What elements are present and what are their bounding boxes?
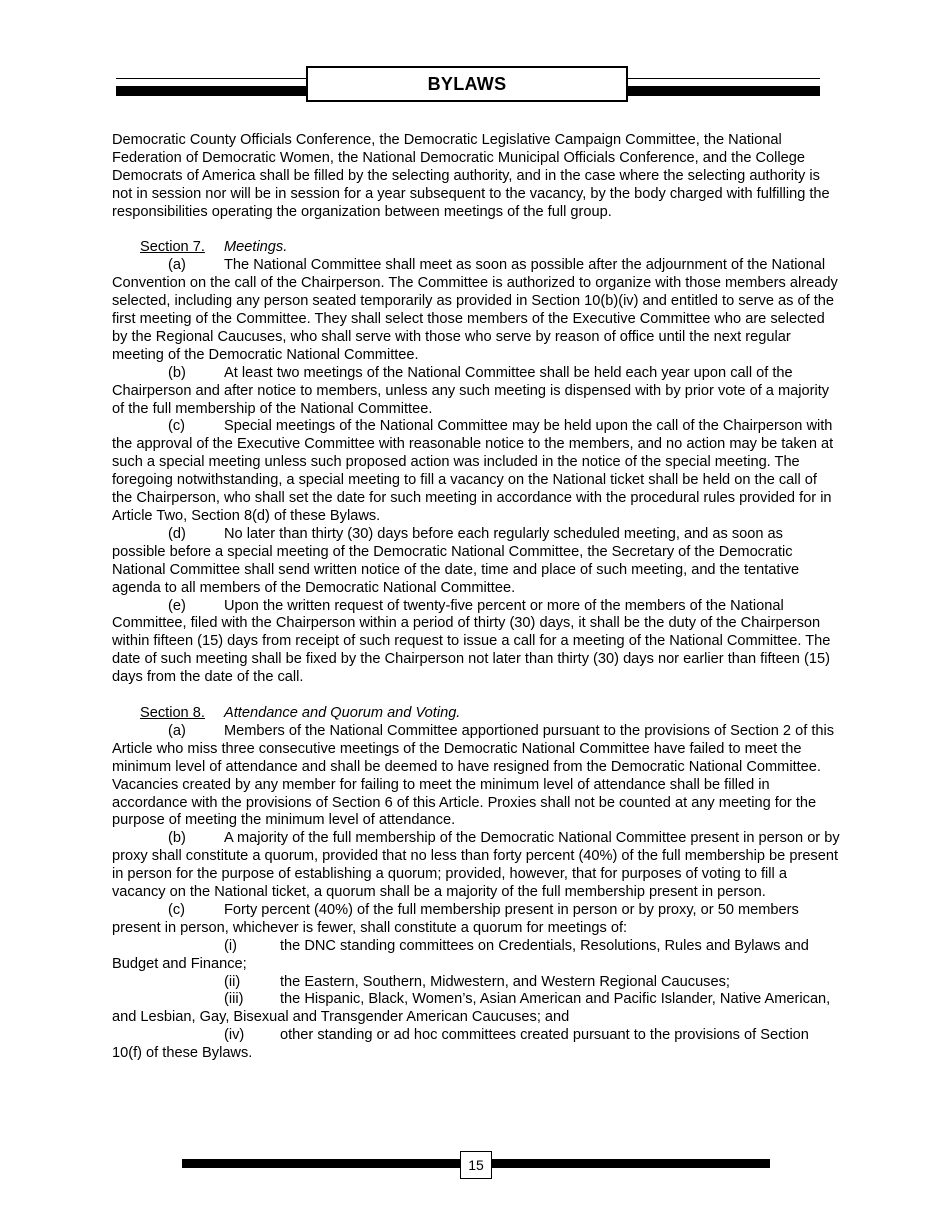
section-8-subitem-iv — [112, 1027, 840, 1063]
subitem-label: (iv) — [224, 1027, 245, 1044]
section-7-heading — [112, 239, 840, 257]
section-7-item-c — [112, 418, 840, 525]
item-label: (e) — [168, 597, 186, 614]
intro-paragraph: Democratic County Officials Conference, the Democratic Legislative Campaign Committee, the National Federation of Democratic Women, the National Democratic Municipal Officials Conference, and the College Democrats of America shall be filled by the selecting authority, and in the case where the selecting authority is not in session nor will be in session for a year subsequent to the vacancy, by the body charged with fulfilling the responsibilities operating the organization between meetings of the full group. — [112, 132, 830, 220]
header-rule-thin-right — [628, 78, 820, 79]
subitem-text: the Eastern, Southern, Midwestern, and Western Regional Caucuses; — [280, 973, 730, 990]
section-8-heading — [112, 705, 840, 723]
item-text: The National Committee shall meet as soon as possible after the adjournment of the National Convention on the call of the Chairperson. The Committee is authorized to organize with those members already selected, including any person seated temporarily as provided in Section 10(b)(iv) and entitled to serve as of the first meeting of the Committee. They shall select those members of the Executive Committee who are selected by the Regional Caucuses, who shall serve with those who serve by reason of office until the next regular meeting of the Democratic National Committee. — [112, 257, 838, 363]
section-8-item-b — [112, 830, 840, 902]
item-text: Members of the National Committee apportioned pursuant to the provisions of Section 2 of this Article who miss three consecutive meetings of the Democratic National Committee have failed to meet the minimum level of attendance and shall be deemed to have resigned from the Democratic National Committee. Vacancies created by any member for failing to meet the minimum level of attendance shall be filled in accordance with the provisions of Section 6 of this Article. Proxies shall not be counted at any meeting for the purpose of meeting the minimum level of attendance. — [112, 722, 835, 829]
subitem-text: the Hispanic, Black, Women’s, Asian American and Pacific Islander, Native American, and Lesbian, Gay, Bisexual and Transgender American Caucuses; and — [112, 991, 831, 1026]
item-label: (c) — [168, 901, 186, 918]
item-text: Special meetings of the National Committee may be held upon the call of the Chairperson with the approval of the Executive Committee with reasonable notice to the members, and no action may be taken at such a special meeting unless such proposed action was included in the notice of the special meeting. The foregoing notwithstanding, a special meeting to fill a vacancy on the National ticket shall be held on the call of the Chairperson, who shall set the date for such meeting in accordance with the procedural rules provided for in Article Two, Section 8(d) of these Bylaws. — [112, 418, 834, 525]
footer-rule-right — [492, 1159, 770, 1168]
item-label: (a) — [168, 257, 186, 274]
document-body — [112, 132, 840, 1063]
section-8-subitem-i — [112, 938, 840, 974]
page-title: BYLAWS — [427, 73, 507, 94]
item-label: (c) — [168, 418, 186, 435]
section-7-title: Meetings. — [224, 239, 288, 256]
footer-rule-left — [182, 1159, 460, 1168]
section-8-number: Section 8. — [140, 704, 205, 721]
section-8-item-a — [112, 723, 840, 830]
section-7-item-b — [112, 365, 840, 419]
subitem-text: other standing or ad hoc committees created pursuant to the provisions of Section 10(f) of these Bylaws. — [112, 1027, 809, 1062]
header-rule-thick-left — [116, 86, 306, 96]
item-label: (d) — [168, 525, 186, 542]
section-8-subitem-ii — [112, 974, 840, 992]
header-rule-thin-left — [116, 78, 306, 79]
item-label: (b) — [168, 364, 186, 381]
page-number: 15 — [468, 1157, 484, 1173]
section-8-item-c — [112, 902, 840, 938]
section-7-item-e — [112, 598, 840, 688]
item-text: A majority of the full membership of the Democratic National Committee present in person or by proxy shall constitute a quorum, provided that no less than forty percent (40%) of the full membership be present in person for the purpose of establishing a quorum; provided, however, that for purposes of voting to fill a vacancy on the National ticket, a quorum shall be a majority of the full membership present in person. — [112, 830, 840, 901]
header-rule-thick-right — [628, 86, 820, 96]
item-text: At least two meetings of the National Committee shall be held each year upon call of the Chairperson and after notice to members, unless any such meeting is dispensed with by prior vote of a majority of the full membership of the National Committee. — [112, 364, 830, 417]
section-7-item-d — [112, 526, 840, 598]
page-number-box — [460, 1151, 492, 1179]
item-label: (a) — [168, 722, 186, 739]
subitem-label: (ii) — [224, 973, 241, 990]
item-label: (b) — [168, 830, 186, 847]
subitem-label: (iii) — [224, 991, 244, 1008]
section-7-number: Section 7. — [140, 239, 205, 256]
section-8-subitem-iii — [112, 991, 840, 1027]
section-8-title: Attendance and Quorum and Voting. — [224, 704, 461, 721]
header-title-box — [306, 66, 628, 102]
item-text: Upon the written request of twenty-five percent or more of the members of the National Committee, filed with the Chairperson within a period of thirty (30) days, it shall be the duty of the Chairperson within fifteen (15) days from receipt of such request to issue a call for a meeting of the National Committee. The date of such meeting shall be fixed by the Chairperson not later than thirty (30) days nor earlier than fifteen (15) days from the date of the call. — [112, 597, 831, 686]
subitem-text: the DNC standing committees on Credentials, Resolutions, Rules and Bylaws and Budget and Finance; — [112, 937, 809, 972]
section-7-item-a — [112, 257, 840, 364]
item-text: No later than thirty (30) days before each regularly scheduled meeting, and as soon as possible before a special meeting of the Democratic National Committee, the Secretary of the Democratic National Committee shall send written notice of the date, time and place of such meeting, and the tentative agenda to all members of the Democratic National Committee. — [112, 525, 800, 596]
item-text: Forty percent (40%) of the full membership present in person or by proxy, or 50 members present in person, whichever is fewer, shall constitute a quorum for meetings of: — [112, 901, 799, 936]
subitem-label: (i) — [224, 937, 237, 954]
